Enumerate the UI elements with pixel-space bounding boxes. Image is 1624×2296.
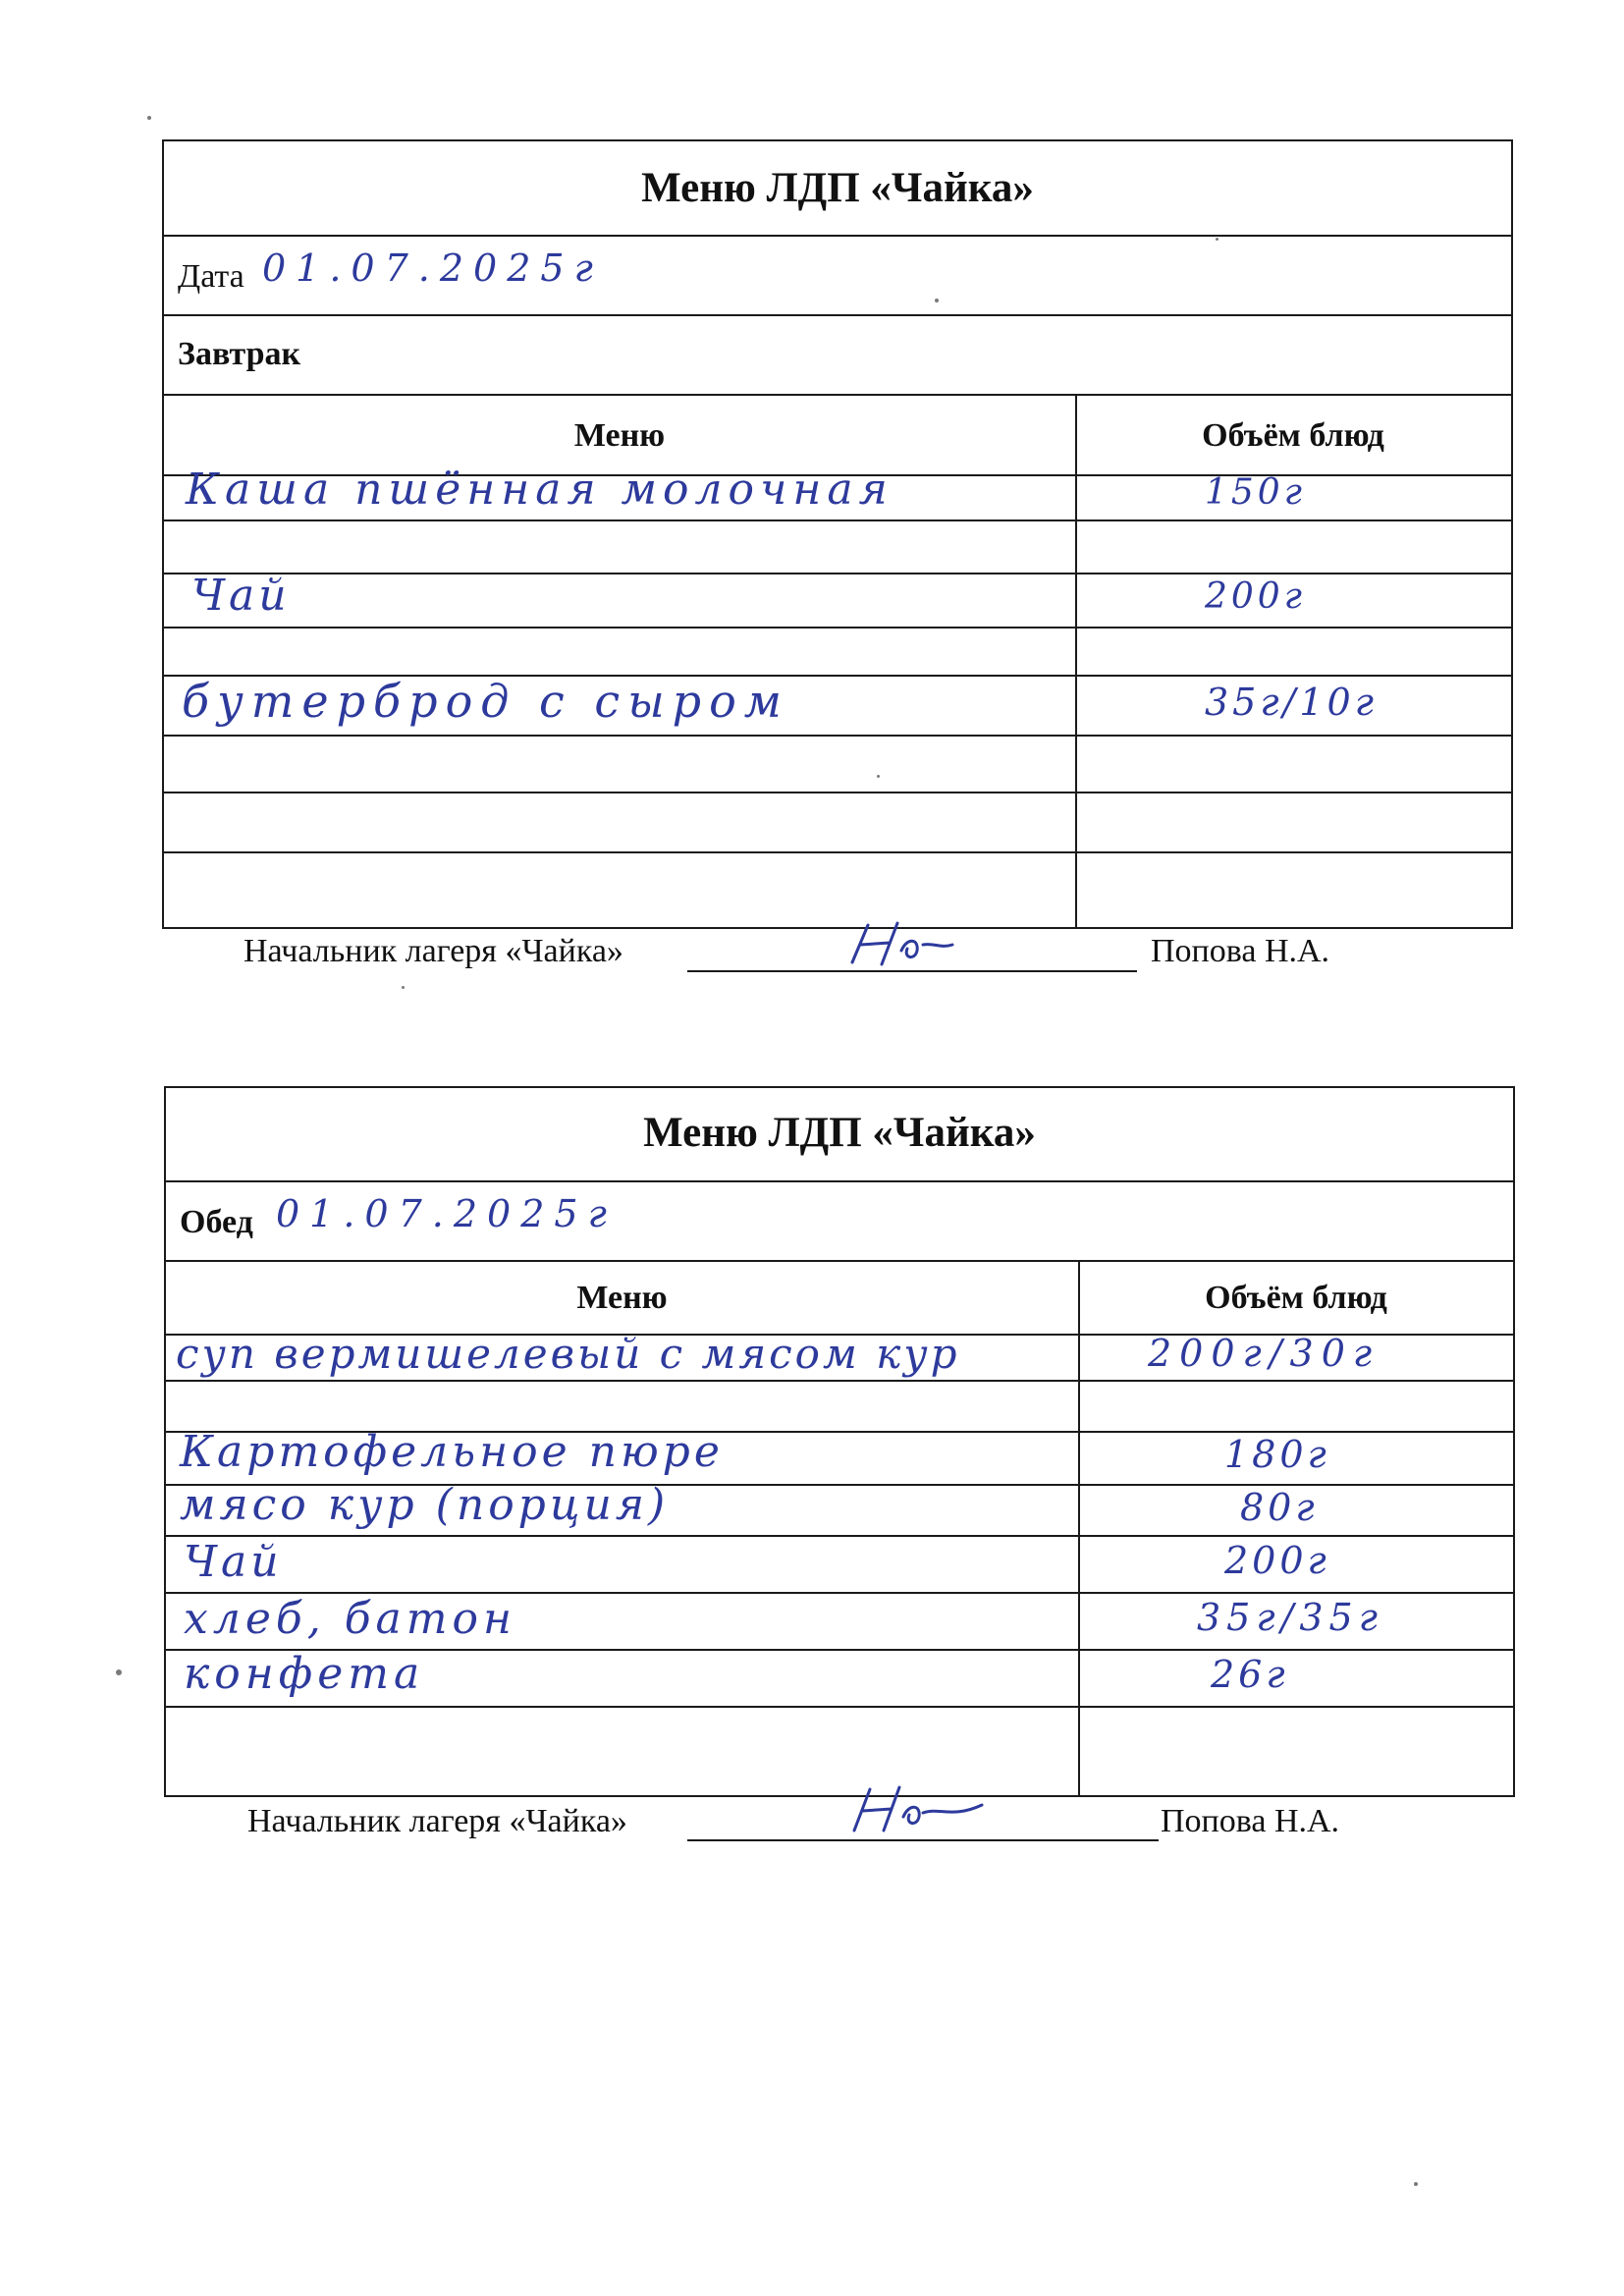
column-header-menu: Меню	[573, 417, 666, 454]
scan-speck	[147, 116, 151, 120]
table-row	[164, 737, 1511, 793]
signature-label: Начальник лагеря «Чайка»	[244, 933, 623, 969]
lunch-menu-table	[166, 1262, 1513, 1795]
table-row	[166, 1594, 1513, 1651]
volume-cell: 150г	[1205, 472, 1306, 513]
volume-cell: 200г	[1205, 576, 1306, 617]
volume-cell: 200г	[1224, 1539, 1330, 1582]
dish-cell: Чай	[191, 571, 291, 621]
table-row	[164, 629, 1511, 677]
breakfast-meal-row	[164, 316, 1511, 396]
table-row	[164, 521, 1511, 574]
lunch-title: Меню ЛДП «Чайка»	[643, 1110, 1036, 1156]
volume-cell: 200г/30г	[1148, 1332, 1380, 1375]
scan-speck	[1414, 2182, 1418, 2186]
table-header-row	[166, 1262, 1513, 1336]
table-row	[164, 465, 1511, 521]
breakfast-menu-table	[164, 396, 1511, 927]
dish-cell: Чай	[184, 1537, 283, 1587]
table-row	[166, 1537, 1513, 1594]
table-row	[166, 1382, 1513, 1433]
volume-cell: 180г	[1224, 1433, 1330, 1476]
table-row	[166, 1480, 1513, 1537]
table-row	[164, 793, 1511, 853]
signature-label: Начальник лагеря «Чайка»	[247, 1803, 627, 1839]
scan-speck	[877, 775, 880, 778]
handwritten-signature	[842, 915, 990, 974]
volume-cell: 26г	[1211, 1653, 1289, 1696]
meal-label: Завтрак	[178, 336, 301, 372]
table-row	[164, 677, 1511, 737]
breakfast-menu-form	[162, 139, 1513, 929]
dish-cell: конфета	[184, 1649, 425, 1699]
scan-speck	[402, 986, 405, 989]
column-header-volume: Объём блюд	[1205, 1280, 1387, 1316]
lunch-menu-form	[164, 1086, 1515, 1797]
dish-cell: Каша пшённая молочная	[186, 465, 893, 515]
signature-name: Попова Н.А.	[1151, 933, 1330, 969]
table-row	[166, 1651, 1513, 1708]
signature-name: Попова Н.А.	[1161, 1803, 1340, 1839]
scan-speck	[1216, 238, 1218, 241]
dish-cell: суп вермишелевый с мясом кур	[176, 1330, 960, 1378]
meal-label: Обед	[180, 1204, 253, 1240]
date-value: 01.07.2025г	[276, 1192, 617, 1235]
dish-cell: бутерброд с сыром	[182, 675, 789, 728]
table-row	[166, 1330, 1513, 1382]
handwritten-signature	[844, 1779, 992, 1840]
volume-cell: 80г	[1240, 1486, 1319, 1529]
column-header-menu: Меню	[576, 1280, 668, 1316]
dish-cell: мясо кур (порция)	[180, 1480, 670, 1530]
date-label: Дата	[178, 258, 244, 295]
breakfast-title-row	[164, 141, 1511, 237]
column-header-volume: Объём блюд	[1202, 417, 1384, 454]
lunch-title-row	[166, 1088, 1513, 1182]
table-row	[164, 853, 1511, 927]
volume-cell: 35г/10г	[1205, 681, 1378, 724]
breakfast-date-row	[164, 237, 1511, 316]
dish-cell: хлеб, батон	[184, 1594, 516, 1644]
lunch-meal-row	[166, 1182, 1513, 1262]
breakfast-title: Меню ЛДП «Чайка»	[641, 165, 1034, 211]
scan-speck	[935, 299, 939, 302]
table-row	[166, 1427, 1513, 1486]
table-row	[164, 571, 1511, 629]
dish-cell: Картофельное пюре	[180, 1427, 724, 1477]
volume-cell: 35г/35г	[1197, 1596, 1383, 1639]
scan-speck	[116, 1669, 122, 1675]
date-value: 01.07.2025г	[262, 246, 603, 290]
table-row	[166, 1708, 1513, 1795]
